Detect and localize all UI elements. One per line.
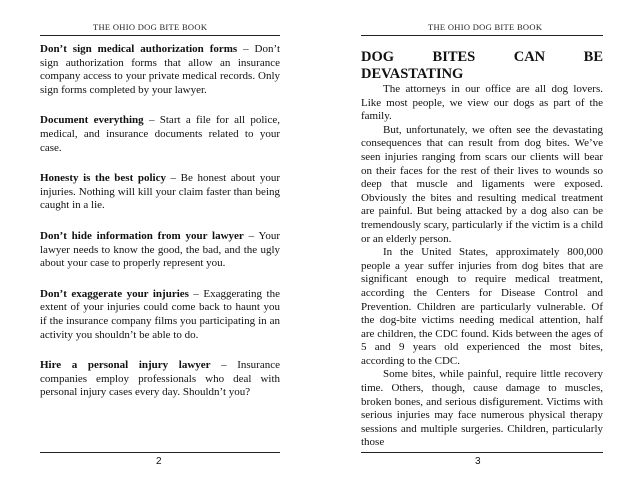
tip-text: – Insurance companies employ professionals who deal with personal injury cases every day. Shouldn’t you? <box>40 359 280 399</box>
header-rule <box>40 35 280 36</box>
tip-title: Hire a personal injury lawyer <box>40 359 211 372</box>
tip-text: – Exaggerating the extent of your injuries could come back to haunt you if the insurance company films you participating in an activity you shouldn’t be able to do. <box>40 287 280 341</box>
article-title: DOG BITES CAN BE DEVASTATING <box>361 49 603 82</box>
article-body <box>361 49 603 450</box>
running-header: THE OHIO DOG BITE BOOK <box>428 22 543 32</box>
page-number: 2 <box>156 456 162 467</box>
header-rule <box>361 35 603 36</box>
tip-text: – Don’t sign authorization forms that allow an insurance company access to your private medical records. Only sign forms completed by your lawyer. <box>40 43 280 96</box>
page-number: 3 <box>475 456 481 467</box>
tip-item <box>40 43 280 97</box>
tip-title: Document everything <box>40 114 144 127</box>
tip-text: – Be honest about your injuries. Nothing will kill your claim faster than being caught in a lie. <box>40 172 280 212</box>
tip-text: – Start a file for all police, medical, and insurance documents related to your case. <box>40 114 280 154</box>
tip-item <box>40 359 280 400</box>
tip-title: Don’t hide information from your lawyer <box>40 229 244 242</box>
paragraph: Some bites, while painful, require little recovery time. Others, though, cause damage to muscles, broken bones, and serious disfigurement. Victims with serious injuries may face numerous physical therapy sessions and multiple surgeries. Children, particularly those <box>361 368 603 449</box>
right-page <box>319 0 638 493</box>
tip-title: Don’t sign medical authorization forms <box>40 43 238 55</box>
tip-item <box>40 172 280 213</box>
paragraph: But, unfortunately, we often see the devastating consequences that can result from dog bites. We’ve seen injuries ranging from scars our clients will bear on their faces for the rest of their lives to wounds so deep that muscle and ligaments were exposed. Obviously the bites and resulting medical treatment are painful. But being attacked by a dog also can be tremendously scary, particularly if the victim is a child or an elderly person. <box>361 123 603 245</box>
tip-item <box>40 114 280 155</box>
footer-rule <box>361 452 603 453</box>
tips-list <box>40 43 280 417</box>
tip-title: Don’t exaggerate your injuries <box>40 287 189 300</box>
paragraph: In the United States, approximately 800,000 people a year suffer injuries from dog bites that are significant enough to require medical treatment, according the Centers for Disease Control and Prevention. Children are particularly vulnerable. Of the dog-bite victims needing medical attention, half are children, the CDC found. Kids between the ages of 5 and 9 years old experienced the most bites, according to the CDC. <box>361 246 603 367</box>
footer-rule <box>40 452 280 453</box>
tip-item <box>40 230 280 271</box>
paragraph: The attorneys in our office are all dog lovers. Like most people, we view our dogs as part of the family. <box>361 83 603 123</box>
tip-text: – Your lawyer needs to know the good, the bad, and the ugly about your case to properly represent you. <box>40 229 280 270</box>
tip-title: Honesty is the best policy <box>40 172 166 185</box>
tip-item <box>40 288 280 342</box>
running-header: THE OHIO DOG BITE BOOK <box>93 22 208 32</box>
